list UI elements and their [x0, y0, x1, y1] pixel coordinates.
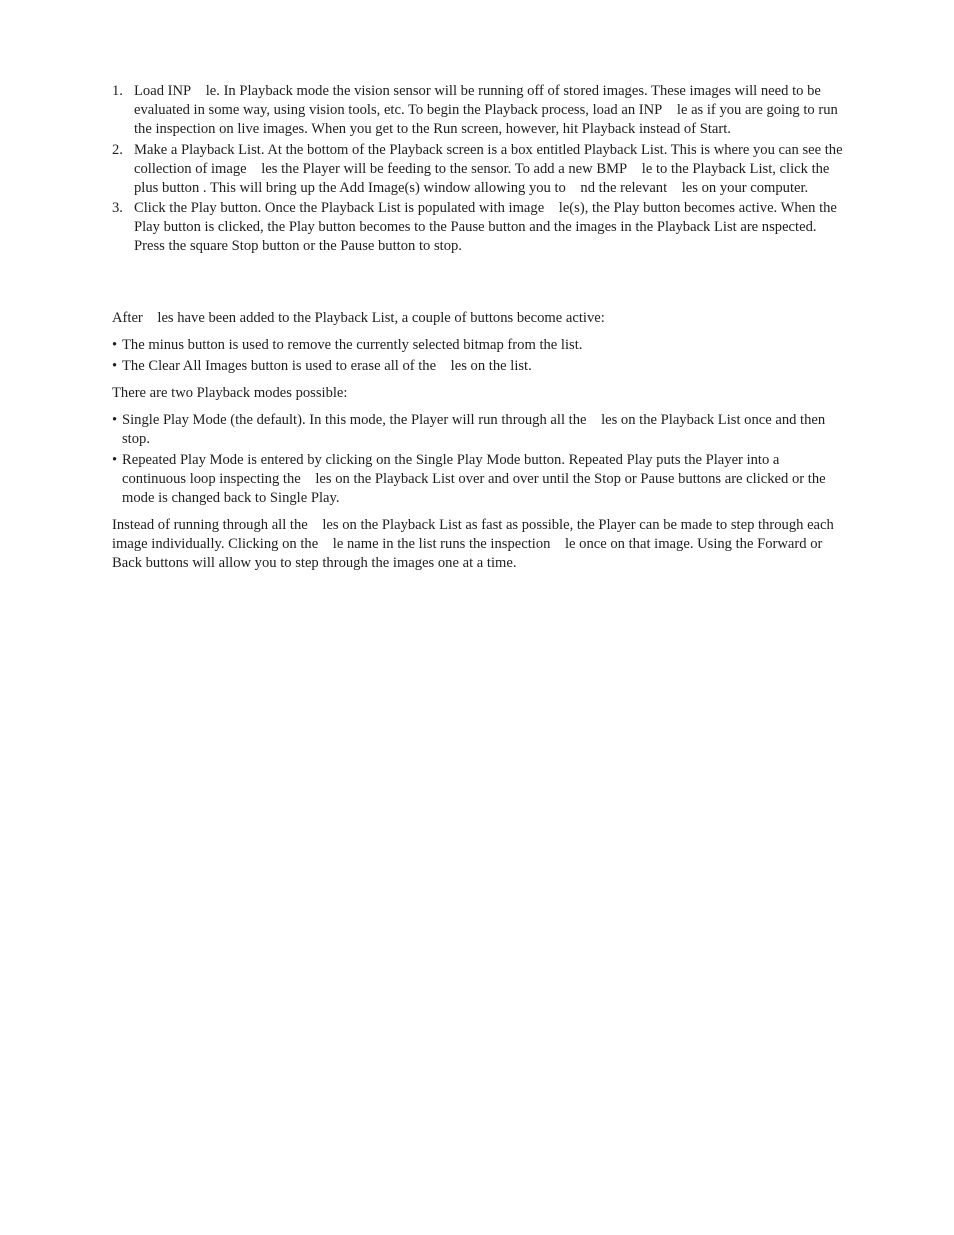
bullet-item — [112, 336, 846, 355]
bullet-item — [112, 357, 846, 376]
step-number: 3. — [112, 200, 123, 216]
bullet-text: Repeated Play Mode is entered by clicking on the Single Play Mode button. Repeated Play puts the Player into a continuous loop inspecting the les on the Playback List over and over until the Stop or Pause buttons are clicked or the mode is changed back to Single Play. — [122, 451, 826, 506]
closing-paragraph: Instead of running through all the les on the Playback List as fast as possible, the Player can be made to step through each image individually. Clicking on the le name in the list runs the inspection le once on that image. Using the Forward or Back buttons will allow you to step through the images one at a time. — [112, 516, 834, 571]
bullet-glyph: • — [112, 411, 118, 428]
bullet-glyph: • — [112, 357, 118, 374]
bullet-text: The Clear All Images button is used to erase all of the les on the list. — [122, 357, 532, 374]
step-text: Load INP le. In Playback mode the vision sensor will be running off of stored images. These images will need to be evaluated in some way, using vision tools, etc. To begin the Playback process, load an INP le as if you are going to run the inspection on live images. When you get to the Run screen, however, hit Playback instead of Start. — [134, 83, 838, 137]
active-buttons-intro: After les have been added to the Playback List, a couple of buttons become active: — [112, 309, 605, 326]
bullet-glyph: • — [112, 451, 118, 468]
step-number: 2. — [112, 141, 123, 158]
modes-intro: There are two Playback modes possible: — [112, 384, 348, 401]
playback-modes-list — [112, 411, 846, 508]
step-text: Make a Playback List. At the bottom of the Playback screen is a box entitled Playback List. This is where you can see the collection of image les the Player will be feeding to the sensor. To add a new BMP le to the Playback List, click the plus button . This will bring up the Add Image(s) window allowing you to nd the relevant les on your computer. — [134, 141, 843, 196]
bullet-item — [112, 411, 846, 449]
active-buttons-list — [112, 336, 846, 376]
step-number: 1. — [112, 83, 123, 99]
step-item — [112, 82, 846, 139]
step-item — [112, 141, 846, 198]
bullet-text: The minus button is used to remove the currently selected bitmap from the list. — [122, 336, 583, 353]
bullet-text: Single Play Mode (the default). In this mode, the Player will run through all the les on the Playback List once and then stop. — [122, 411, 826, 447]
step-item — [112, 199, 846, 256]
step-text: Click the Play button. Once the Playback List is populated with image le(s), the Play button becomes active. When the Play button is clicked, the Play button becomes to the Pause button and the images in the Playback List are nspected. Press the square Stop button or the Pause button to stop. — [134, 200, 837, 254]
bullet-glyph: • — [112, 336, 118, 353]
document-page — [112, 82, 846, 581]
section-spacer — [112, 258, 846, 309]
playback-steps-list — [112, 82, 846, 256]
bullet-item — [112, 451, 846, 508]
